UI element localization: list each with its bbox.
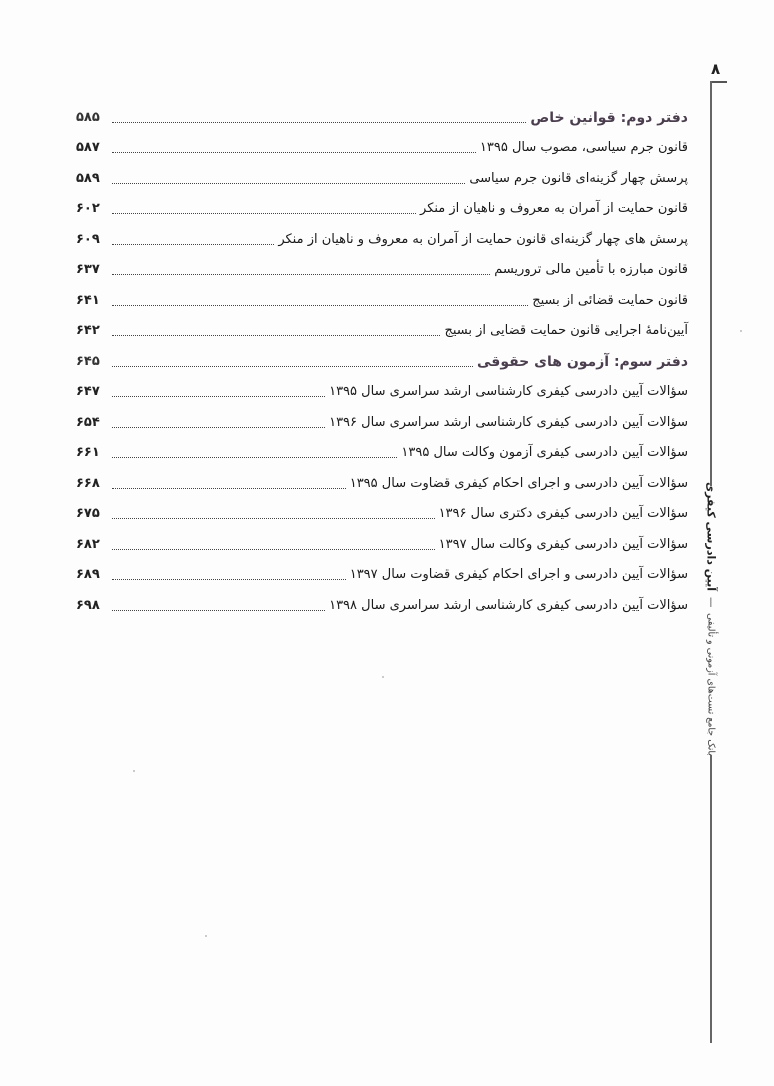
dot-leader [112,212,416,214]
toc-page-number: ۶۴۵ [76,353,100,369]
toc-title: قانون حمایت از آمران به معروف و ناهیان از منکر [420,201,688,216]
toc-page-number: ۶۶۸ [76,475,100,491]
toc-title: پرسش های چهار گزینه‌ای قانون حمایت از آمران به معروف و ناهیان از منکر [278,231,688,247]
toc-page-number: ۶۰۹ [76,231,100,247]
toc-page-number: ۵۸۵ [76,109,100,125]
toc-entry[interactable] [76,493,688,524]
toc-page-number: ۵۸۹ [76,170,100,186]
toc-page-number: ۶۰۲ [76,201,100,216]
dot-leader [112,609,325,611]
toc-title: سؤالات آیین دادرسی کیفری کارشناسی ارشد سراسری سال ۱۳۹۸ [329,597,688,613]
running-side-caption [700,481,722,756]
book-title: آیین دادرسی کیفری [704,481,718,591]
toc-entry[interactable] [76,584,688,615]
toc-entry[interactable] [76,462,688,493]
dot-leader [112,456,397,458]
toc-page-number: ۶۸۹ [76,567,100,582]
dot-leader [112,182,465,184]
toc-page-number: ۶۴۷ [76,384,100,399]
toc-entry[interactable] [76,157,688,188]
dot-leader [112,273,490,275]
toc-title: سؤالات آیین دادرسی کیفری کارشناسی ارشد سراسری سال ۱۳۹۵ [329,384,688,399]
paper-speck [382,676,384,678]
caption-separator: — [705,596,717,608]
dot-leader [112,487,346,489]
toc-entry[interactable] [76,249,688,280]
dot-leader [112,517,435,519]
toc-page-number: ۶۵۴ [76,414,100,430]
dot-leader [112,121,526,123]
toc-entry[interactable] [76,279,688,310]
toc-title: قانون جرم سیاسی، مصوب سال ۱۳۹۵ [479,140,688,155]
toc-entry[interactable] [76,188,688,219]
toc-title: سؤالات آیین دادرسی کیفری کارشناسی ارشد سراسری سال ۱۳۹۶ [329,414,688,430]
dot-leader [112,334,440,336]
toc-entry[interactable] [76,127,688,158]
toc-title: آیین‌نامهٔ اجرایی قانون حمایت قضایی از بسیج [444,323,688,338]
margin-rule-cap [711,81,727,83]
toc-heading[interactable] [76,340,688,371]
toc-title: سؤالات آیین دادرسی کیفری وکالت سال ۱۳۹۷ [438,536,688,552]
toc-title: پرسش چهار گزینه‌ای قانون جرم سیاسی [469,170,688,186]
toc-entry[interactable] [76,523,688,554]
toc-heading[interactable] [76,96,688,127]
toc-title: سؤالات آیین دادرسی و اجرای احکام کیفری قضاوت سال ۱۳۹۵ [349,475,688,491]
dot-leader [112,426,325,428]
toc-title: قانون مبارزه با تأمین مالی تروریسم [494,262,688,277]
toc-entry[interactable] [76,554,688,585]
dot-leader [112,151,476,153]
dot-leader [112,304,528,306]
dot-leader [112,548,435,550]
toc-title: سؤالات آیین دادرسی و اجرای احکام کیفری قضاوت سال ۱۳۹۷ [349,567,688,582]
toc-entry[interactable] [76,310,688,341]
toc-title: دفتر دوم: قوانین خاص [530,109,688,126]
series-title: بانک جامع تست‌های آزمونی و تألیفی [705,613,717,756]
margin-rule-lower [710,755,712,1043]
dot-leader [112,578,346,580]
toc-page-number: ۶۷۵ [76,506,100,521]
toc-page-number: ۶۳۷ [76,262,100,277]
toc-entry[interactable] [76,401,688,432]
margin-rule-upper [710,81,712,486]
toc-page-number: ۶۹۸ [76,597,100,613]
dot-leader [112,365,473,367]
toc-entry[interactable] [76,371,688,402]
toc-title: دفتر سوم: آزمون های حقوقی [477,353,688,370]
toc-entry[interactable] [76,432,688,463]
page-number: ۸ [711,60,721,78]
toc-page-number: ۶۶۱ [76,445,100,460]
paper-speck [740,330,742,332]
toc-page-number: ۶۸۲ [76,536,100,552]
table-of-contents [76,96,688,615]
toc-title: سؤالات آیین دادرسی کیفری دکتری سال ۱۳۹۶ [438,506,688,521]
dot-leader [112,395,325,397]
toc-page-number: ۵۸۷ [76,140,100,155]
toc-entry[interactable] [76,218,688,249]
paper-speck [133,770,135,772]
toc-page-number: ۶۴۲ [76,323,100,338]
toc-page-number: ۶۴۱ [76,292,100,308]
dot-leader [112,243,274,245]
toc-title: قانون حمایت قضائی از بسیج [532,292,688,308]
paper-speck [205,935,207,937]
toc-title: سؤالات آیین دادرسی کیفری آزمون وکالت سال ۱۳۹۵ [401,445,688,460]
